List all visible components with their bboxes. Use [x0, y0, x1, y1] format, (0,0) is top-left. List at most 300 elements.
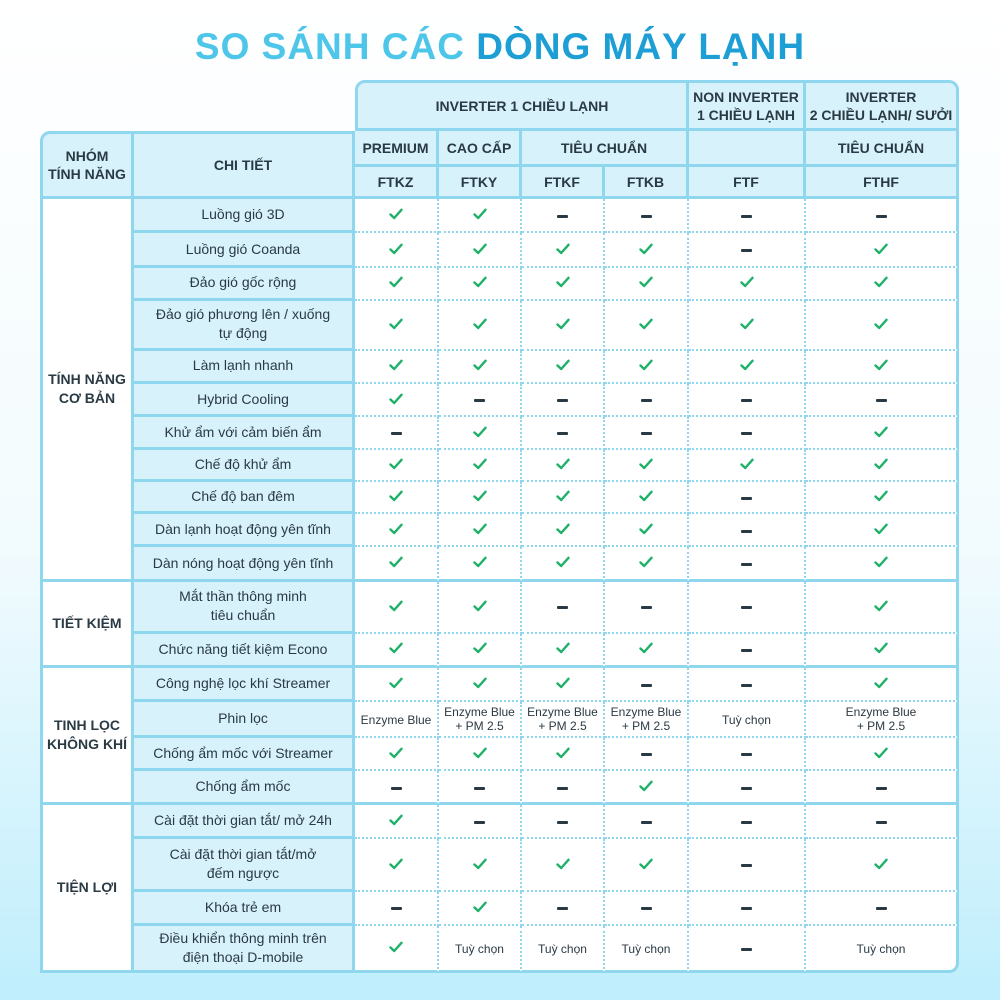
value-cell	[689, 268, 806, 301]
dash-icon	[876, 821, 887, 824]
header-empty-cell	[134, 80, 355, 131]
check-icon	[874, 747, 888, 759]
dash-icon	[741, 606, 752, 609]
value-cell	[605, 634, 689, 668]
value-cell	[806, 702, 959, 738]
value-cell	[522, 384, 605, 417]
check-icon	[556, 243, 570, 255]
tier-tieu-chuan-inverter: TIÊU CHUẨN	[522, 131, 689, 167]
value-cell	[522, 702, 605, 738]
value-text: Tuỳ chọn	[722, 713, 771, 728]
value-cell	[522, 738, 605, 771]
page-title	[0, 26, 1000, 68]
check-icon	[389, 318, 403, 330]
check-icon	[473, 600, 487, 612]
value-cell	[605, 892, 689, 926]
value-text: Enzyme Blue + PM 2.5	[527, 705, 598, 734]
check-icon	[389, 490, 403, 502]
value-cell	[439, 839, 522, 891]
value-cell	[605, 926, 689, 973]
feature-label: Chức năng tiết kiệm Econo	[134, 634, 355, 668]
table-row	[40, 839, 959, 891]
check-icon	[556, 556, 570, 568]
table-row	[40, 417, 959, 450]
model-header: FTKZ	[355, 167, 439, 199]
check-icon	[639, 243, 653, 255]
value-cell	[605, 268, 689, 301]
check-icon	[389, 642, 403, 654]
check-icon	[639, 858, 653, 870]
dash-icon	[641, 821, 652, 824]
value-cell	[522, 417, 605, 450]
check-icon	[556, 490, 570, 502]
value-text: Tuỳ chọn	[856, 941, 906, 956]
check-icon	[389, 556, 403, 568]
value-cell	[806, 233, 959, 267]
value-cell	[689, 384, 806, 417]
model-header: FTKB	[605, 167, 689, 199]
dash-icon	[876, 215, 887, 218]
title-part-1: SO SÁNH CÁC	[194, 26, 477, 67]
check-icon	[740, 276, 754, 288]
check-icon	[639, 458, 653, 470]
table-row	[40, 771, 959, 805]
value-cell	[355, 771, 439, 805]
value-cell	[439, 233, 522, 267]
check-icon	[556, 747, 570, 759]
check-icon	[874, 359, 888, 371]
check-icon	[874, 426, 888, 438]
value-cell	[355, 805, 439, 839]
value-text: Enzyme Blue + PM 2.5	[845, 705, 917, 734]
value-cell	[689, 702, 806, 738]
value-cell	[605, 805, 689, 839]
feature-label: Mắt thần thông minh tiêu chuẩn	[134, 582, 355, 634]
check-icon	[639, 642, 653, 654]
group-label: TIỆN LỢI	[40, 805, 134, 973]
detail-column-header: CHI TIẾT	[134, 131, 355, 199]
value-cell	[355, 482, 439, 514]
value-cell	[689, 450, 806, 482]
value-cell	[439, 668, 522, 702]
dash-icon	[641, 684, 652, 687]
table-row	[40, 892, 959, 926]
check-icon	[556, 642, 570, 654]
value-cell	[355, 514, 439, 547]
group-label: TINH LỌC KHÔNG KHÍ	[40, 668, 134, 805]
feature-label: Hybrid Cooling	[134, 384, 355, 417]
check-icon	[556, 318, 570, 330]
value-text: Enzyme Blue	[360, 713, 432, 728]
value-cell	[806, 199, 959, 233]
dash-icon	[741, 753, 752, 756]
value-cell	[605, 702, 689, 738]
check-icon	[473, 208, 487, 220]
check-icon	[874, 677, 888, 689]
value-text: Enzyme Blue + PM 2.5	[444, 705, 515, 734]
dash-icon	[876, 399, 887, 402]
check-icon	[473, 747, 487, 759]
value-cell	[806, 450, 959, 482]
model-header: FTKF	[522, 167, 605, 199]
value-cell	[806, 892, 959, 926]
value-cell	[439, 926, 522, 973]
value-cell	[806, 301, 959, 351]
feature-label: Chế độ ban đêm	[134, 482, 355, 514]
value-cell	[806, 384, 959, 417]
check-icon	[556, 523, 570, 535]
value-cell	[439, 738, 522, 771]
check-icon	[389, 814, 403, 826]
value-cell	[605, 514, 689, 547]
table-row	[40, 634, 959, 668]
dash-icon	[557, 606, 568, 609]
value-cell	[439, 417, 522, 450]
value-cell	[439, 634, 522, 668]
value-cell	[689, 547, 806, 581]
value-cell	[806, 351, 959, 384]
check-icon	[389, 393, 403, 405]
value-cell	[806, 738, 959, 771]
check-icon	[874, 243, 888, 255]
value-cell	[355, 417, 439, 450]
dash-icon	[741, 215, 752, 218]
feature-label: Luồng gió 3D	[134, 199, 355, 233]
dash-icon	[641, 907, 652, 910]
table-row	[40, 547, 959, 581]
dash-icon	[391, 907, 402, 910]
check-icon	[389, 458, 403, 470]
check-icon	[874, 556, 888, 568]
check-icon	[389, 276, 403, 288]
dash-icon	[741, 649, 752, 652]
check-icon	[473, 359, 487, 371]
feature-label: Công nghệ lọc khí Streamer	[134, 668, 355, 702]
check-icon	[389, 243, 403, 255]
check-icon	[874, 858, 888, 870]
group-label: TÍNH NĂNG CƠ BẢN	[40, 199, 134, 581]
feature-label: Dàn nóng hoạt động yên tĩnh	[134, 547, 355, 581]
dash-icon	[474, 821, 485, 824]
feature-label: Dàn lạnh hoạt động yên tĩnh	[134, 514, 355, 547]
value-cell	[605, 668, 689, 702]
header-empty-cell	[40, 80, 134, 131]
check-icon	[874, 276, 888, 288]
dash-icon	[557, 399, 568, 402]
dash-icon	[741, 563, 752, 566]
model-header: FTF	[689, 167, 806, 199]
dash-icon	[474, 399, 485, 402]
value-text: Tuỳ chọn	[455, 941, 504, 956]
value-cell	[355, 582, 439, 634]
value-cell	[355, 738, 439, 771]
value-cell	[439, 199, 522, 233]
tier-empty	[689, 131, 806, 167]
check-icon	[874, 642, 888, 654]
value-cell	[689, 668, 806, 702]
value-cell	[806, 514, 959, 547]
model-header: FTKY	[439, 167, 522, 199]
check-icon	[556, 276, 570, 288]
value-cell	[605, 301, 689, 351]
dash-icon	[741, 864, 752, 867]
dash-icon	[641, 399, 652, 402]
check-icon	[473, 426, 487, 438]
check-icon	[389, 858, 403, 870]
table-row	[40, 351, 959, 384]
title-part-2: DÒNG MÁY LẠNH	[476, 26, 806, 67]
value-cell	[522, 771, 605, 805]
dash-icon	[641, 432, 652, 435]
value-cell	[605, 582, 689, 634]
value-cell	[806, 268, 959, 301]
table-row	[40, 514, 959, 547]
check-icon	[639, 276, 653, 288]
dash-icon	[741, 948, 752, 951]
value-cell	[689, 199, 806, 233]
value-cell	[355, 384, 439, 417]
table-row	[40, 926, 959, 973]
table-row	[40, 582, 959, 634]
value-cell	[689, 738, 806, 771]
dash-icon	[557, 215, 568, 218]
check-icon	[473, 458, 487, 470]
value-cell	[522, 892, 605, 926]
value-cell	[605, 384, 689, 417]
value-cell	[439, 482, 522, 514]
value-cell	[605, 233, 689, 267]
feature-label: Đảo gió gốc rộng	[134, 268, 355, 301]
value-cell	[522, 668, 605, 702]
dash-icon	[741, 907, 752, 910]
table-row	[40, 482, 959, 514]
check-icon	[556, 359, 570, 371]
check-icon	[639, 780, 653, 792]
value-cell	[605, 199, 689, 233]
value-text: Tuỳ chọn	[621, 941, 671, 956]
dash-icon	[641, 753, 652, 756]
dash-icon	[391, 432, 402, 435]
value-cell	[689, 839, 806, 891]
feature-label: Khử ẩm với cảm biến ẩm	[134, 417, 355, 450]
check-icon	[473, 243, 487, 255]
check-icon	[639, 490, 653, 502]
value-cell	[522, 805, 605, 839]
value-cell	[689, 301, 806, 351]
value-cell	[355, 702, 439, 738]
check-icon	[473, 523, 487, 535]
value-cell	[522, 301, 605, 351]
value-cell	[689, 926, 806, 973]
dash-icon	[391, 787, 402, 790]
value-cell	[806, 805, 959, 839]
value-cell	[522, 233, 605, 267]
value-cell	[806, 582, 959, 634]
feature-label: Làm lạnh nhanh	[134, 351, 355, 384]
check-icon	[389, 600, 403, 612]
value-cell	[806, 839, 959, 891]
dash-icon	[741, 821, 752, 824]
feature-label: Chống ẩm mốc với Streamer	[134, 738, 355, 771]
value-text: Tuỳ chọn	[538, 941, 587, 956]
value-cell	[806, 771, 959, 805]
check-icon	[740, 458, 754, 470]
value-cell	[806, 634, 959, 668]
check-icon	[389, 747, 403, 759]
value-cell	[806, 668, 959, 702]
feature-label: Điều khiển thông minh trên điện thoại D-mobile	[134, 926, 355, 973]
check-icon	[874, 600, 888, 612]
value-cell	[605, 450, 689, 482]
value-cell	[522, 199, 605, 233]
value-cell	[439, 301, 522, 351]
check-icon	[639, 318, 653, 330]
value-text: Enzyme Blue + PM 2.5	[610, 705, 682, 734]
check-icon	[473, 556, 487, 568]
value-cell	[522, 547, 605, 581]
table-row	[40, 268, 959, 301]
check-icon	[389, 523, 403, 535]
value-cell	[439, 547, 522, 581]
value-cell	[522, 514, 605, 547]
check-icon	[639, 556, 653, 568]
check-icon	[473, 642, 487, 654]
value-cell	[689, 634, 806, 668]
value-cell	[355, 634, 439, 668]
value-cell	[439, 702, 522, 738]
feature-label: Đảo gió phương lên / xuống tự động	[134, 301, 355, 351]
feature-label: Cài đặt thời gian tắt/mở đếm ngược	[134, 839, 355, 891]
value-cell	[355, 892, 439, 926]
dash-icon	[741, 787, 752, 790]
check-icon	[556, 677, 570, 689]
value-cell	[605, 738, 689, 771]
value-cell	[522, 268, 605, 301]
value-cell	[806, 482, 959, 514]
value-cell	[806, 547, 959, 581]
check-icon	[473, 490, 487, 502]
value-cell	[605, 351, 689, 384]
value-cell	[605, 547, 689, 581]
value-cell	[439, 450, 522, 482]
value-cell	[355, 199, 439, 233]
dash-icon	[557, 821, 568, 824]
check-icon	[874, 458, 888, 470]
dash-icon	[474, 787, 485, 790]
feature-label: Cài đặt thời gian tắt/ mở 24h	[134, 805, 355, 839]
check-icon	[874, 318, 888, 330]
table-row	[40, 384, 959, 417]
feature-label: Chế độ khử ẩm	[134, 450, 355, 482]
value-cell	[689, 582, 806, 634]
value-cell	[355, 450, 439, 482]
value-cell	[355, 668, 439, 702]
value-cell	[355, 351, 439, 384]
type-inverter-heat: INVERTER 2 CHIỀU LẠNH/ SƯỞI	[806, 80, 959, 131]
dash-icon	[741, 684, 752, 687]
value-cell	[439, 351, 522, 384]
model-header: FTHF	[806, 167, 959, 199]
value-cell	[522, 351, 605, 384]
dash-icon	[741, 399, 752, 402]
table-row	[40, 450, 959, 482]
value-cell	[689, 771, 806, 805]
value-cell	[689, 233, 806, 267]
feature-label: Khóa trẻ em	[134, 892, 355, 926]
value-cell	[355, 547, 439, 581]
value-cell	[439, 268, 522, 301]
table-row	[40, 233, 959, 267]
check-icon	[389, 208, 403, 220]
check-icon	[556, 458, 570, 470]
value-cell	[439, 514, 522, 547]
dash-icon	[741, 249, 752, 252]
check-icon	[473, 677, 487, 689]
value-cell	[439, 582, 522, 634]
dash-icon	[741, 530, 752, 533]
dash-icon	[557, 787, 568, 790]
value-cell	[522, 450, 605, 482]
type-non-inverter: NON INVERTER 1 CHIỀU LẠNH	[689, 80, 806, 131]
value-cell	[689, 351, 806, 384]
value-cell	[522, 926, 605, 973]
check-icon	[639, 359, 653, 371]
value-cell	[605, 417, 689, 450]
group-column-header: NHÓM TÍNH NĂNG	[40, 131, 134, 199]
value-cell	[689, 892, 806, 926]
group-label: TIẾT KIỆM	[40, 582, 134, 668]
value-cell	[522, 634, 605, 668]
value-cell	[689, 514, 806, 547]
value-cell	[806, 417, 959, 450]
check-icon	[874, 523, 888, 535]
check-icon	[473, 858, 487, 870]
value-cell	[439, 892, 522, 926]
value-cell	[605, 482, 689, 514]
table-row	[40, 805, 959, 839]
feature-label: Luồng gió Coanda	[134, 233, 355, 267]
check-icon	[740, 359, 754, 371]
dash-icon	[557, 432, 568, 435]
dash-icon	[641, 606, 652, 609]
check-icon	[389, 677, 403, 689]
value-cell	[605, 771, 689, 805]
value-cell	[522, 482, 605, 514]
tier-premium: PREMIUM	[355, 131, 439, 167]
value-cell	[439, 384, 522, 417]
value-cell	[355, 926, 439, 973]
dash-icon	[641, 215, 652, 218]
value-cell	[355, 301, 439, 351]
feature-label: Phin lọc	[134, 702, 355, 738]
check-icon	[874, 490, 888, 502]
dash-icon	[876, 787, 887, 790]
value-cell	[522, 839, 605, 891]
table-row	[40, 738, 959, 771]
value-cell	[439, 771, 522, 805]
table-row	[40, 702, 959, 738]
dash-icon	[876, 907, 887, 910]
value-cell	[689, 417, 806, 450]
comparison-table	[40, 80, 959, 973]
check-icon	[639, 523, 653, 535]
tier-tieu-chuan-heat: TIÊU CHUẨN	[806, 131, 959, 167]
value-cell	[355, 233, 439, 267]
value-cell	[522, 582, 605, 634]
check-icon	[389, 941, 403, 953]
check-icon	[473, 901, 487, 913]
table-row	[40, 668, 959, 702]
